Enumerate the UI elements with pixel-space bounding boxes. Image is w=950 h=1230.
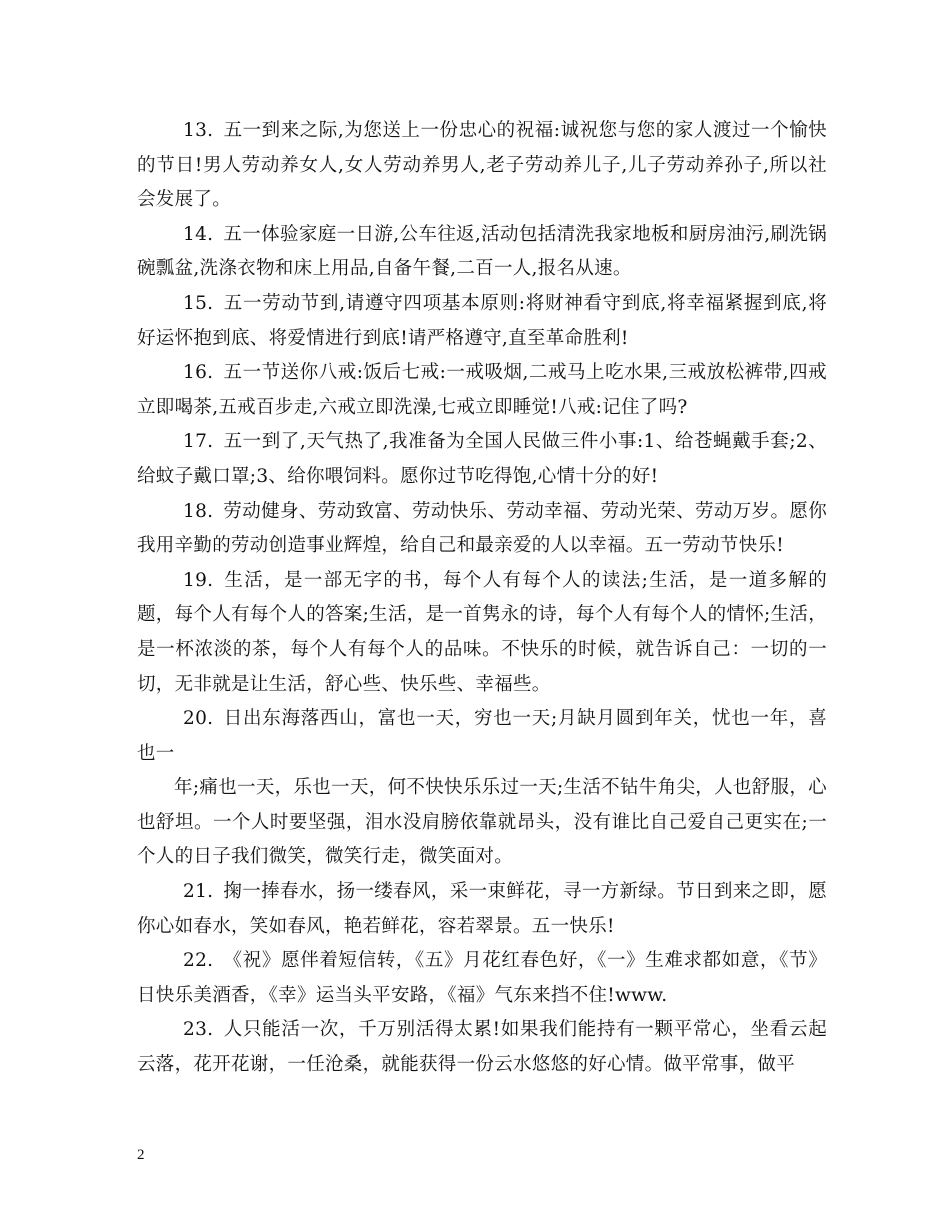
paragraph-text: 掬一捧春水，扬一缕春风，采一束鲜花，寻一方新绿。节日到来之即，愿你心如春水，笑如春风，艳若鲜花，容若翠景。五一快乐! [137, 881, 827, 937]
paragraph-22 [137, 944, 827, 1013]
paragraph-16 [137, 356, 827, 425]
paragraph-number: 23. [183, 1019, 214, 1041]
paragraph-text: 五一劳动节到,请遵守四项基本原则:将财神看守到底,将幸福紧握到底,将好运怀抱到底、将爱情进行到底!请严格遵守,直至革命胜利! [137, 292, 827, 349]
paragraph-20-continued [137, 771, 827, 875]
paragraph-15 [137, 287, 827, 356]
paragraph-number: 20. [183, 708, 214, 730]
paragraph-text: 五一体验家庭一日游,公车往返,活动包括清洗我家地板和厨房油污,刷洗锅碗瓢盆,洗涤衣物和床上用品,自备午餐,二百一人,报名从速。 [137, 223, 827, 280]
paragraph-23 [137, 1013, 827, 1082]
paragraph-text: 年;痛也一天，乐也一天，何不快快乐乐过一天;生活不钻牛角尖，人也舒服，心也舒坦。一个人时要坚强，泪水没肩膀依靠就昂头，没有谁比自己爱自己更实在;一个人的日子我们微笑，微笑行走，微笑面对。 [137, 777, 827, 868]
paragraph-number: 19. [183, 569, 214, 591]
paragraph-17 [137, 425, 827, 494]
paragraph-number: 16. [183, 362, 214, 384]
paragraph-text: 日出东海落西山，富也一天，穷也一天;月缺月圆到年关，忧也一年，喜也一 [137, 708, 827, 764]
page-number: 2 [137, 1147, 145, 1163]
paragraph-20 [137, 702, 827, 771]
paragraph-number: 22. [183, 950, 214, 972]
paragraph-19 [137, 564, 827, 702]
paragraph-number: 14. [183, 223, 214, 245]
paragraph-text: 五一节送你八戒:饭后七戒:一戒吸烟,二戒马上吃水果,三戒放松裤带,四戒立即喝茶,五戒百步走,六戒立即洗澡,七戒立即睡觉!八戒:记住了吗? [137, 362, 827, 418]
paragraph-number: 21. [183, 881, 214, 903]
paragraph-13 [137, 114, 827, 218]
paragraph-text: 人只能活一次，千万别活得太累!如果我们能持有一颗平常心，坐看云起云落，花开花谢，一任沧桑，就能获得一份云水悠悠的好心情。做平常事，做平 [137, 1019, 827, 1076]
paragraph-text: 劳动健身、劳动致富、劳动快乐、劳动幸福、劳动光荣、劳动万岁。愿你我用辛勤的劳动创造事业辉煌，给自己和最亲爱的人以幸福。五一劳动节快乐! [137, 500, 827, 557]
paragraph-text: 《祝》愿伴着短信转，《五》月花红春色好，《一》生难求都如意，《节》日快乐美酒香，《幸》运当头平安路，《福》气东来挡不住!www. [137, 950, 827, 1006]
paragraph-number: 17. [183, 431, 214, 453]
paragraph-text: 生活，是一部无字的书，每个人有每个人的读法;生活，是一道多解的题，每个人有每个人的答案;生活，是一首隽永的诗，每个人有每个人的情怀;生活，是一杯浓淡的茶，每个人有每个人的品味。不快乐的时候，就告诉自己：一切的一切，无非就是让生活，舒心些、快乐些、幸福些。 [137, 569, 827, 695]
paragraph-14 [137, 218, 827, 287]
paragraph-number: 18. [183, 500, 214, 522]
paragraph-text: 五一到了,天气热了,我准备为全国人民做三件小事:1、给苍蝇戴手套;2、给蚊子戴口罩;3、给你喂饲料。愿你过节吃得饱,心情十分的好! [137, 431, 827, 487]
paragraph-18 [137, 495, 827, 564]
paragraph-number: 15. [183, 292, 214, 314]
page-body [137, 114, 827, 1083]
paragraph-21 [137, 875, 827, 944]
paragraph-text: 五一到来之际,为您送上一份忠心的祝福:诚祝您与您的家人渡过一个愉快的节日!男人劳动养女人,女人劳动养男人,老子劳动养儿子,儿子劳动养孙子,所以社会发展了。 [137, 120, 827, 211]
paragraph-number: 13. [183, 120, 214, 141]
